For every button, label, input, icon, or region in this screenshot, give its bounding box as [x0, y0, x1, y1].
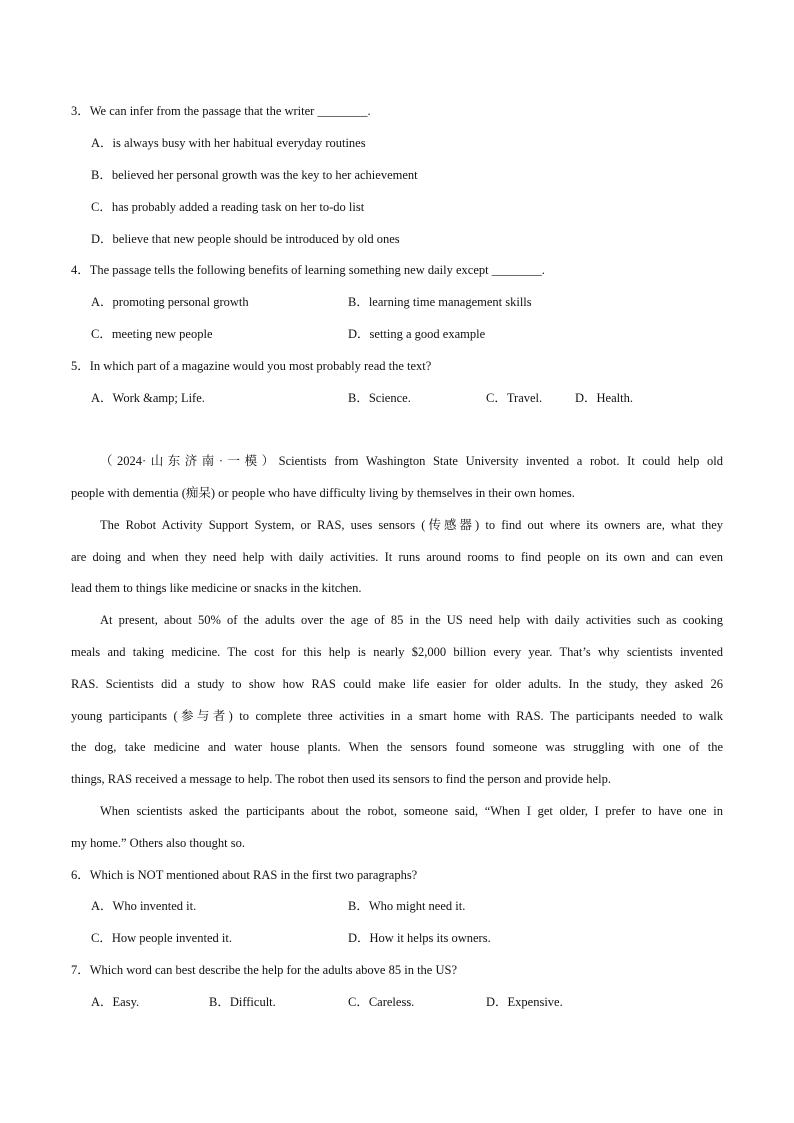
question-7-option-d: D．Expensive. [486, 995, 563, 1009]
question-3-option-d: D．believe that new people should be introduced by old ones [91, 232, 400, 246]
passage-line: When scientists asked the participants about the robot, someone said, “When I get older, I prefer to have one in [100, 804, 723, 818]
question-3-option-c: C．has probably added a reading task on her to-do list [91, 200, 365, 214]
question-3-option-a: A．is always busy with her habitual everyday routines [91, 136, 366, 150]
passage-line: are doing and when they need help with daily activities. It runs around rooms to find people on its own and can even [71, 550, 723, 564]
passage-line: The Robot Activity Support System, or RAS, uses sensors (传感器) to find out where its owners are, what they [100, 518, 723, 532]
question-4-option-d: D．setting a good example [348, 327, 486, 341]
passage-line: people with dementia (痴呆) or people who have difficulty living by themselves in their own homes. [71, 486, 575, 500]
passage-line: （2024·山东济南·一模）Scientists from Washington State University invented a robot. It could help old [100, 454, 723, 468]
passage-line: things, RAS received a message to help. The robot then used its sensors to find the person and provide help. [71, 772, 611, 786]
passage-line: lead them to things like medicine or snacks in the kitchen. [71, 581, 362, 595]
passage-line: young participants (参与者) to complete three activities in a smart home with RAS. The participants needed to walk [71, 709, 723, 723]
question-5-option-d: D．Health. [575, 391, 633, 405]
question-4-option-b: B．learning time management skills [348, 295, 532, 309]
question-7-option-b: B．Difficult. [209, 995, 276, 1009]
question-6-option-d: D．How it helps its owners. [348, 931, 491, 945]
question-4-option-c: C．meeting new people [91, 327, 213, 341]
passage-line: RAS. Scientists did a study to show how RAS could make life easier for older adults. In the study, they asked 26 [71, 677, 723, 691]
question-4-option-a: A．promoting personal growth [91, 295, 249, 309]
question-6-option-c: C．How people invented it. [91, 931, 232, 945]
question-5-option-c: C．Travel. [486, 391, 543, 405]
question-7-option-c: C．Careless. [348, 995, 415, 1009]
question-5-option-b: B．Science. [348, 391, 411, 405]
question-7-option-a: A．Easy. [91, 995, 140, 1009]
question-3-option-b: B．believed her personal growth was the key to her achievement [91, 168, 418, 182]
question-7-stem: 7．Which word can best describe the help for the adults above 85 in the US? [71, 963, 457, 977]
question-5-stem: 5．In which part of a magazine would you most probably read the text? [71, 359, 432, 373]
question-6-option-b: B．Who might need it. [348, 899, 466, 913]
passage-line: my home.” Others also thought so. [71, 836, 245, 850]
question-6-option-a: A．Who invented it. [91, 899, 197, 913]
question-4-stem: 4．The passage tells the following benefits of learning something new daily except ________. [71, 263, 545, 277]
passage-line: At present, about 50% of the adults over the age of 85 in the US need help with daily activities such as cooking [100, 613, 723, 627]
question-5-option-a: A．Work &amp; Life. [91, 391, 205, 405]
question-6-stem: 6．Which is NOT mentioned about RAS in the first two paragraphs? [71, 868, 418, 882]
passage-line: the dog, take medicine and water house plants. When the sensors found someone was struggling with one of the [71, 740, 723, 754]
question-3-stem: 3．We can infer from the passage that the writer ________. [71, 104, 371, 118]
passage-line: meals and taking medicine. The cost for this help is nearly $2,000 billion every year. That’s why scientists invented [71, 645, 723, 659]
